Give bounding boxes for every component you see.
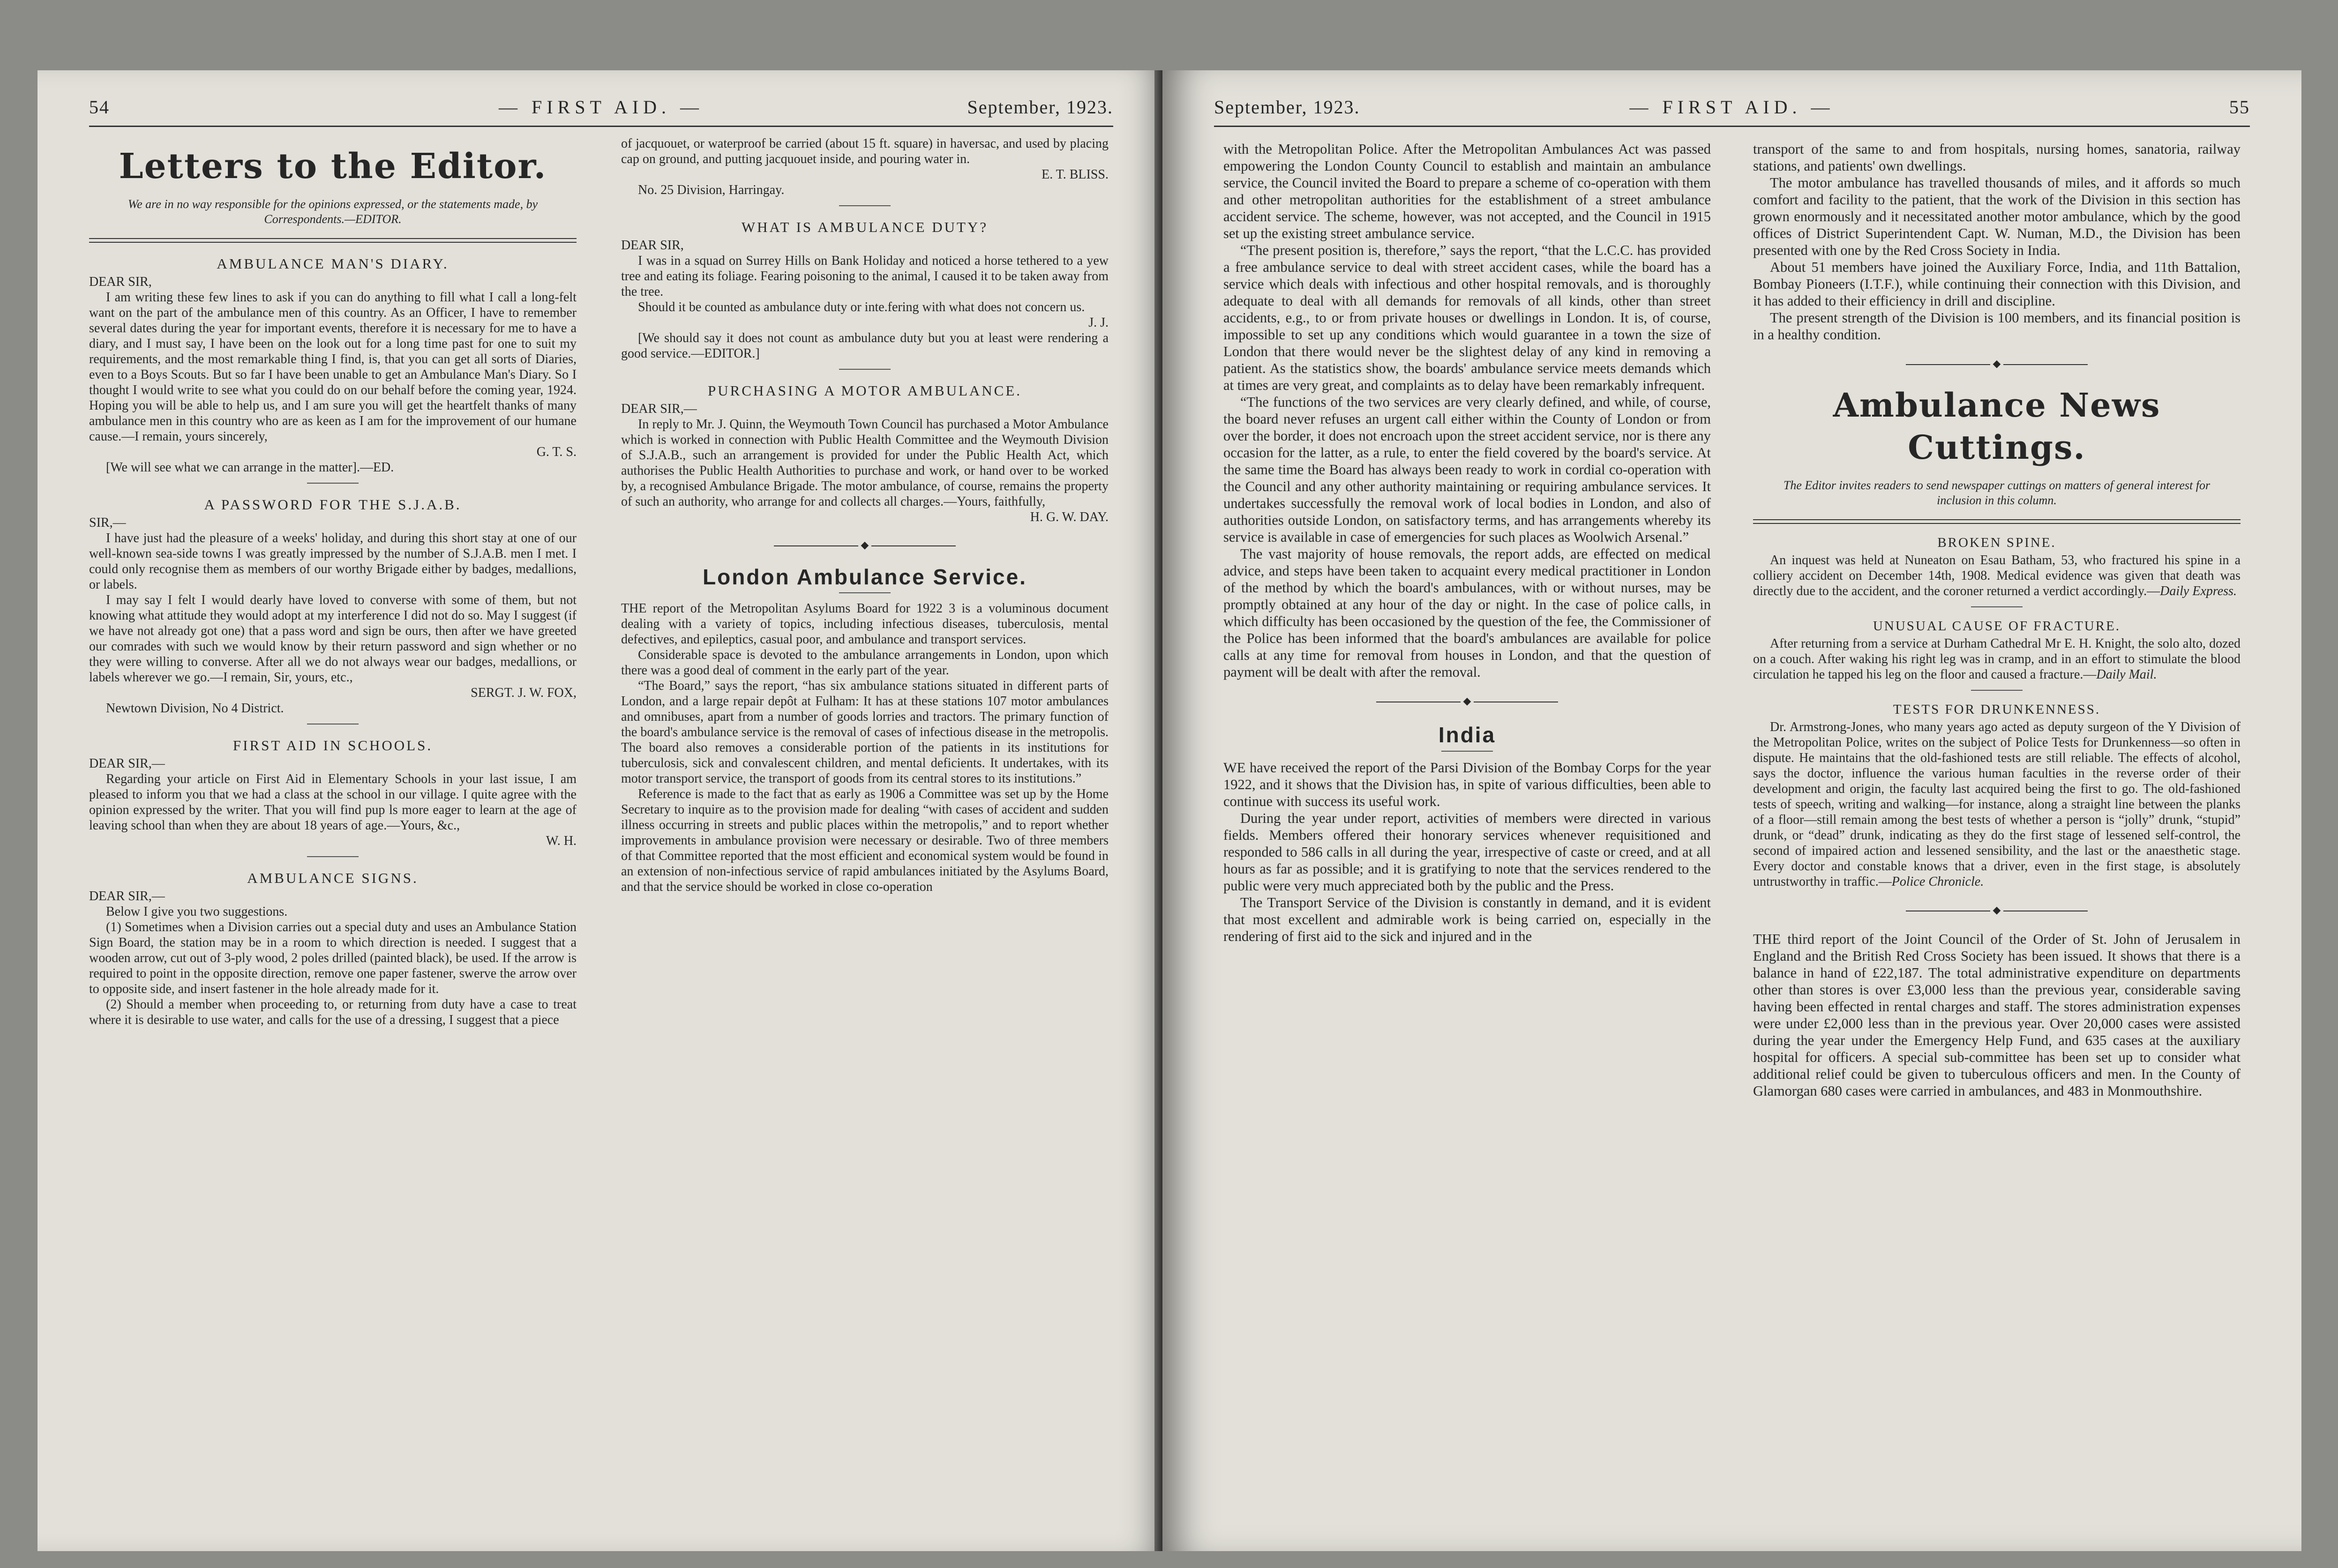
- section-double-rule: [1753, 519, 2241, 524]
- divider: [839, 592, 891, 593]
- cutting-title: BROKEN SPINE.: [1937, 535, 2056, 550]
- cutting-item: [1753, 702, 2241, 889]
- cutting-title: UNUSUAL CAUSE OF FRACTURE.: [1873, 619, 2121, 634]
- divider: [307, 483, 359, 484]
- letter-motor: [621, 383, 1109, 525]
- india-paragraph: WE have received the report of the Parsi Division of the Bombay Corps for the year 1922, and it shows that the Division has, in spite of various difficulties, been able to continue with success its useful work.: [1223, 760, 1711, 809]
- article-paragraph: “The present position is, therefore,” says the report, “that the L.C.C. has provided a free ambulance service to deal with street accident cases, while the board has a service which deals with infectious and other hospital removals, and is thoroughly adequate to deal with all demands for removals of all kinds, other than street accidents, e.g., to or from private houses or dwellings in London. It is, of course, impossible to set up any conditions which would guarantee in a town the size of London that there would never be the slightest delay of any kind in removing a patient. As the statistics show, the boards' ambulance service meets demands which at times are very great, and complaints as to delay have been remarkably infrequent.: [1223, 242, 1711, 393]
- letter-paragraph: Should it be counted as ambulance duty or inte.fering with what does not concern us.: [638, 300, 1085, 314]
- letter-salutation: DEAR SIR,—: [621, 402, 697, 416]
- cutting-text: An inquest was held at Nuneaton on Esau Batham, 53, who fractured his spine in a colliery accident on December 14th, 1908. Medical evidence was given that death was directly due to the accident, and the coroner returned a verdict accordingly.—: [1753, 553, 2241, 598]
- letter-signature: SERGT. J. W. FOX,: [471, 686, 577, 700]
- divider: [307, 856, 359, 857]
- divider: [1441, 751, 1493, 752]
- letter-title: AMBULANCE SIGNS.: [247, 870, 419, 886]
- letter-signature: J. J.: [1088, 315, 1109, 330]
- left-date: September, 1923.: [967, 97, 1113, 118]
- letter-paragraph: Below I give you two suggestions.: [106, 904, 288, 919]
- india-paragraph: The Transport Service of the Division is constantly in demand, and it is evident that most excellent and admirable work is being carried on, especially in the rendering of first aid to the sick and injured and in the: [1223, 895, 1711, 944]
- letter-paragraph: Regarding your article on First Aid in Elementary Schools in your last issue, I am pleased to inform you that we had a class at the school in our village. I quite agree with the opinion expressed by the writer. That you will find pup ls more eager to learn at the age of leaving school than when they are about 18 years of age.—Yours, &c.,: [89, 772, 577, 833]
- cutting-source: Daily Express.: [2160, 584, 2237, 598]
- left-page-number: 54: [89, 97, 110, 118]
- letter-signature: W. H.: [546, 834, 577, 848]
- letter-signature: G. T. S.: [536, 445, 577, 459]
- editor-note: [We should say it does not count as ambulance duty but you at least were rendering a good service.—EDITOR.]: [621, 331, 1109, 361]
- right-page-number: 55: [2229, 97, 2250, 118]
- letter-affiliation: Newtown Division, No 4 District.: [106, 701, 284, 716]
- cutting-title: TESTS FOR DRUNKENNESS.: [1893, 702, 2101, 717]
- cutting-source: Police Chronicle.: [1891, 874, 1984, 889]
- letter-title: WHAT IS AMBULANCE DUTY?: [741, 219, 989, 235]
- left-col-1: [89, 136, 577, 1028]
- letter-duty: [621, 219, 1109, 370]
- letter-diary: [89, 256, 577, 484]
- india-paragraph: transport of the same to and from hospitals, nursing homes, sanatoria, railway stations, and patients' own dwellings.: [1753, 141, 2241, 174]
- section-double-rule: [89, 238, 577, 243]
- india-paragraph: The motor ambulance has travelled thousands of miles, and it affords so much comfort and facility to the patient, that the work of the Division in this section has grown enormously and it necessitated another motor ambulance, which by the good offices of District Superintendent Capt. W. Numan, M.D., the Division has been presented with one by the Red Cross Society in India.: [1753, 175, 2241, 258]
- editor-note: [We will see what we can arrange in the matter].—ED.: [106, 460, 394, 475]
- letter-paragraph: I was in a squad on Surrey Hills on Bank Holiday and noticed a horse tethered to a yew tree and eating its foliage. Fearing poisoning to the animal, I caused it to be taken away from the tree.: [621, 254, 1109, 299]
- letter-signature: E. T. BLISS.: [1042, 167, 1109, 182]
- left-running-head: [89, 96, 1113, 124]
- letter-title: A PASSWORD FOR THE S.J.A.B.: [204, 496, 462, 513]
- right-running-head: [1214, 96, 2250, 124]
- article-paragraph: with the Metropolitan Police. After the Metropolitan Ambulances Act was passed empowering the London County Council to establish and maintain an ambulance service, the Council invited the Board to prepare a scheme of co-operation with them and other metropolitan authorities for the establishment of a street ambulance accident service. The scheme, however, was not accepted, and the Council in 1915 set up the existing street ambulance service.: [1223, 141, 1711, 241]
- letter-signs: [89, 870, 577, 1028]
- cutting-item: [1753, 535, 2241, 607]
- right-running-title: — FIRST AID. —: [1629, 97, 1835, 118]
- divider: [1971, 606, 2023, 607]
- right-col-1: [1223, 141, 1711, 945]
- article-title: London Ambulance Service.: [703, 565, 1027, 589]
- article-paragraph: The vast majority of house removals, the report adds, are effected on medical advice, and steps have been taken to acquaint every medical practitioner in London of the method by which the board's ambulances, with or without nurses, may be promptly obtained at any hour of the day or night. In the case of police calls, in which difficulty has been occasioned by the question of the fee, the Commissioner of the Police has been informed that the board's ambulances are available for police calls at any time for removal from houses in London, and that the question of payment will be dealt with after the removal.: [1223, 546, 1711, 680]
- letter-affiliation: No. 25 Division, Harringay.: [638, 183, 785, 197]
- letter-title: AMBULANCE MAN'S DIARY.: [217, 255, 449, 272]
- article-paragraph: Reference is made to the fact that as early as 1906 a Committee was set up by the Home Secretary to inquire as to the provision made for dealing “with cases of accident and sudden illness occurring in streets and public places within the metropolis,” and to report whether improvements in ambulance provision were necessary or desirable. Two of three members of that Committee reported that the most efficient and economical system would be found in an extension of non-infectious service of rapid ambulances initiated by the Asylums Board, and that the service should be worked in close co-operation: [621, 787, 1109, 894]
- divider: [839, 369, 891, 370]
- letter-paragraph: (1) Sometimes when a Division carries out a special duty and uses an Ambulance Station Sign Board, the station may be in a room to which direction is needed. I suggest that a wooden arrow, cut out of 3-ply wood, 2 poles drilled (painted black), be used. If the arrow is required to point in the opposite direction, remove one paper fastener, swerve the arrow over to opposite side, and insert fastener in the hole already made for it.: [89, 920, 577, 996]
- ornament-divider: ◆: [621, 537, 1109, 553]
- letters-disclaimer: We are in no way responsible for the opinions expressed, or the statements made, by Correspondents.—EDITOR.: [127, 197, 538, 226]
- letter-schools: [89, 738, 577, 857]
- cuttings-heading: Ambulance News Cuttings.: [1833, 386, 2161, 467]
- joint-council-paragraph: THE third report of the Joint Council of the Order of St. John of Jerusalem in England and the British Red Cross Society has been issued. It shows that there is a balance in hand of £22,187. The total administrative expenditure on departments other than stores is over £3,000 less than the previous year, considerable saving having been effected in rental charges and staff. The stores administration expenses were under £2,000 less than in the previous year. Over 20,000 cases were assisted during the year under the Emergency Help Fund, and 635 cases at the auxiliary hospital for officers. A special sub-committee has been set up to consider what additional relief could be given to tuberculous officers and men. In the County of Glamorgan 680 cases were carried in ambulances, and 483 in Monmouthshire.: [1753, 931, 2241, 1099]
- india-title: India: [1438, 723, 1496, 747]
- right-col-2: [1753, 141, 2241, 1099]
- letter-password: [89, 497, 577, 724]
- letter-salutation: DEAR SIR,—: [89, 756, 165, 771]
- divider: [1971, 690, 2023, 691]
- right-page: [1162, 70, 2301, 1551]
- letter-paragraph: I am writing these few lines to ask if you can do anything to fill what I call a long-felt want on the part of the ambulance men of this country. As an Officer, I have to remember several dates during the year for important events, therefore it is necessary for me to have a diary, and I must say, I have been on the look out for a long time past for one to suit my requirements, and the most remarkable thing I find, is, that you can get all sorts of Diaries, even to a Boys Scouts. But so far I have been unable to get an Ambulance Man's Diary. So I thought I would write to see what you could do on our behalf before the coming year, 1924. Hoping you will be able to help us, and I am sure you will get the heartfelt thanks of many ambulance men in this country who are as keen as I am for the improvement of our humane cause.—I remain, yours sincerely,: [89, 290, 577, 444]
- cutting-text: After returning from a service at Durham Cathedral Mr E. H. Knight, the solo alto, dozed on a couch. After waking his right leg was in cramp, and in an effort to stimulate the blood circulation he tapped his leg on the floor and caused a fracture.—: [1753, 636, 2241, 682]
- article-paragraph: “The Board,” says the report, “has six ambulance stations situated in different parts of London, and a large repair depôt at Fulham: It has at these stations 107 motor ambulances and omnibuses, apart from a number of goods lorries and tractors. The primary function of the board's ambulance service is the removal of cases of infectious disease in the metropolis. The board also removes a considerable portion of the patients in its institutions for tuberculosis, sick and convalescent children, and mental deficients. It undertakes, with its motor transport service, the transport of goods from its central stores to its institutions.”: [621, 679, 1109, 786]
- article-paragraph: Considerable space is devoted to the ambulance arrangements in London, upon which there was a good deal of comment in the early part of the year.: [621, 648, 1109, 678]
- letter-salutation: DEAR SIR,—: [89, 889, 165, 903]
- letter-title: PURCHASING A MOTOR AMBULANCE.: [707, 382, 1022, 399]
- letter-paragraph: I have just had the pleasure of a weeks' holiday, and during this short stay at one of our well-known sea-side towns I was greatly impressed by the number of S.J.A.B. men I met. I could only recognise them as members of our worthy Brigade either by badges, medallions, or labels.: [89, 531, 577, 592]
- right-head-rule: [1214, 126, 2250, 127]
- india-paragraph: During the year under report, activities of members were directed in various fields. Members offered their honorary services whenever requisitioned and responded to 586 calls in all during the year, irrespective of caste or creed, and at all hours as far as possible; and it is gratifying to note that the services rendered to the public were very much appreciated both by the public and the Press.: [1223, 810, 1711, 894]
- letter-continuation: of jacquouet, or waterproof be carried (about 15 ft. square) in haversac, and used by placing cap on ground, and putting jacquouet inside, and pouring water in.: [621, 136, 1109, 166]
- ornament-divider: ◆: [1753, 902, 2241, 918]
- cutting-item: [1753, 619, 2241, 691]
- letter-paragraph: In reply to Mr. J. Quinn, the Weymouth Town Council has purchased a Motor Ambulance which is worked in connection with Public Health Committee and the Weymouth Division of S.J.A.B., such an arrangement is provided for under the Public Health Act, which authorises the Public Health Authorities to purchase and work, or hand over to be worked by, a recognised Ambulance Brigade. The motor ambulance, of course, remains the property of such an authority, who arrange for and collects all charges.—Yours, faithfully,: [621, 417, 1109, 509]
- letter-paragraph: (2) Should a member when proceeding to, or returning from duty have a case to treat where it is desirable to use water, and calls for the use of a dressing, I suggest that a piece: [89, 997, 577, 1027]
- cuttings-subtitle: The Editor invites readers to send newspaper cuttings on matters of general interest for inclusion in this column.: [1783, 478, 2211, 507]
- letter-salutation: DEAR SIR,: [621, 238, 684, 253]
- article-paragraph: “The functions of the two services are very clearly defined, and while, of course, the board never refuses an urgent call either within the County of London or from over the border, it does not encroach upon the street accident service, nor is there any occasion for the latter, as a rule, to enter the field covered by the board's service. At the same time the Board has always been ready to work in cordial co-operation with the Council and any other authority maintaining or requiring ambulance services. It undertakes successfully the removal work of local bodies in London, and also of authorities outside London, on satisfactory terms, and has arrangements whereby its service is available in case of emergencies for such places as Woolwich Arsenal.”: [1223, 394, 1711, 545]
- letter-paragraph: I may say I felt I would dearly have loved to converse with some of them, but not knowing what attitude they would adopt at my interference I did not do so. May I suggest (if we have not already got one) that a pass word and sign be ours, then after we have greeted our comrades with such we would know by their return password and sign whether or no they were willing to converse. After all we do not always wear our badges, medallions, or labels wherever we go.—I remain, Sir, yours, etc.,: [89, 593, 577, 685]
- left-head-rule: [89, 126, 1113, 127]
- letter-salutation: SIR,—: [89, 515, 126, 530]
- letter-salutation: DEAR SIR,: [89, 275, 152, 289]
- letter-signature: H. G. W. DAY.: [1030, 510, 1109, 524]
- india-paragraph: About 51 members have joined the Auxiliary Force, India, and 11th Battalion, Bombay Pioneers (I.T.F.), while continuing their connection with this Division, and it has added to their efficiency in drill and discipline.: [1753, 259, 2241, 309]
- ornament-divider: ◆: [1223, 693, 1711, 709]
- letter-title: FIRST AID IN SCHOOLS.: [232, 737, 433, 754]
- india-paragraph: The present strength of the Division is 100 members, and its financial position is in a healthy condition.: [1753, 310, 2241, 343]
- right-date: September, 1923.: [1214, 97, 1360, 118]
- divider: [839, 205, 891, 206]
- article-paragraph: THE report of the Metropolitan Asylums Board for 1922 3 is a voluminous document dealing with a variety of topics, including infectious diseases, tuberculosis, mental defectives, and epileptics, casual poor, and ambulance and transport services.: [621, 601, 1109, 647]
- letters-heading: Letters to the Editor.: [119, 146, 547, 187]
- ornament-divider: ◆: [1753, 355, 2241, 372]
- left-running-title: — FIRST AID. —: [498, 97, 704, 118]
- left-page: [37, 70, 1165, 1551]
- cutting-text: Dr. Armstrong-Jones, who many years ago acted as deputy surgeon of the Y Division of the Metropolitan Police, writes on the subject of Police Tests for Drunkenness—so often in dispute. He maintains that the old-fashioned tests are still reliable. The effects of alcohol, says the doctor, influence the various human faculties in the reverse order of their development and origin, the faculty last acquired being the first to go. The old-fashioned tests of speech, writing and walking—for instance, along a straight line between the planks of a floor—still remain among the best tests of whether a person is “jolly” drunk, “stupid” drunk, or “dead” drunk, indicating as they do the first stage of lessened self-control, the second of impaired action and lessened sensibility, and the last or the anaesthetic stage. Every doctor and constable knows that a driver, even in the first stage, is absolutely untrustworthy in traffic.—: [1753, 720, 2241, 889]
- left-col-2: [621, 136, 1109, 895]
- cutting-source: Daily Mail.: [2096, 667, 2157, 682]
